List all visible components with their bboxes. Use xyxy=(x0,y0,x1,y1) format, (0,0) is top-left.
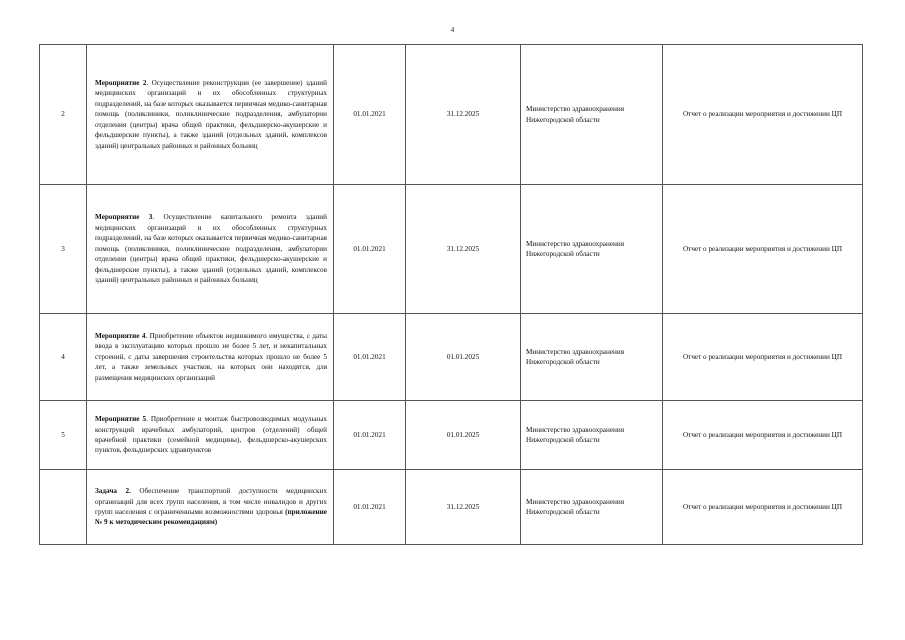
end-date: 31.12.2025 xyxy=(406,185,521,314)
responsible-org: Министерство здравоохранения Нижегородской области xyxy=(521,314,663,401)
task-title: Задача 2. xyxy=(95,487,131,496)
table-row xyxy=(40,470,863,545)
measure-description xyxy=(87,45,334,185)
end-date: 01.01.2025 xyxy=(406,314,521,401)
table-row xyxy=(40,45,863,185)
measure-description xyxy=(87,185,334,314)
measure-text: . Осуществление реконструкции (ее завершение) зданий медицинских организаций и их обособленных структурных подразделений, на базе которых оказывается первичная медико-санитарная помощь (поликлиники, поликлинические подразделения, амбулатории отделения (центры) врача общей практики, фельдшерско-акушерские и фельдшерские пункты), а также зданий (отдельных зданий, комплексов зданий) центральных районных и районных больниц xyxy=(95,78,327,150)
measure-description xyxy=(87,401,334,470)
end-date: 31.12.2025 xyxy=(406,470,521,545)
start-date: 01.01.2021 xyxy=(334,185,406,314)
measure-text: . Приобретение и монтаж быстровозводимых модульных конструкций врачебных амбулаторий, центров (отделений) общей врачебной практики (семейной медицины), фельдшерско-акушерских пунктов, фельдшерских здравпунктов xyxy=(95,415,327,455)
table-row xyxy=(40,314,863,401)
report-type: Отчет о реализации мероприятия и достижении ЦП xyxy=(663,401,863,470)
table-row xyxy=(40,401,863,470)
row-number xyxy=(40,470,87,545)
start-date: 01.01.2021 xyxy=(334,470,406,545)
measure-title: Мероприятие 5 xyxy=(95,415,147,424)
row-number: 2 xyxy=(40,45,87,185)
responsible-org: Министерство здравоохранения Нижегородской области xyxy=(521,470,663,545)
measure-description xyxy=(87,314,334,401)
measure-title: Мероприятие 3 xyxy=(95,213,153,222)
task-text: Обеспечение транспортной доступности медицинских организаций для всех групп населения, в том числе инвалидов и других групп населения с ограниченными возможностями здоровья xyxy=(95,487,327,516)
report-type: Отчет о реализации мероприятия и достижении ЦП xyxy=(663,185,863,314)
task-description xyxy=(87,470,334,545)
start-date: 01.01.2021 xyxy=(334,314,406,401)
end-date: 01.01.2025 xyxy=(406,401,521,470)
report-type: Отчет о реализации мероприятия и достижении ЦП xyxy=(663,470,863,545)
report-type: Отчет о реализации мероприятия и достижении ЦП xyxy=(663,45,863,185)
measure-title: Мероприятие 4 xyxy=(95,331,146,340)
report-type: Отчет о реализации мероприятия и достижении ЦП xyxy=(663,314,863,401)
responsible-org: Министерство здравоохранения Нижегородской области xyxy=(521,185,663,314)
measures-table xyxy=(39,44,863,545)
row-number: 3 xyxy=(40,185,87,314)
measure-text: . Осуществление капитального ремонта зданий медицинских организаций и их обособленных структурных подразделений, на базе которых оказывается первичная медико-санитарная помощь (поликлиники, поликлинические подразделения, амбулатории отделения (центры) врача общей практики, фельдшерско-акушерские и фельдшерские пункты), а также зданий (отдельных зданий, комплексов зданий) центральных районных и районных больниц xyxy=(95,213,327,285)
table-row xyxy=(40,185,863,314)
measure-text: . Приобретение объектов недвижимого имущества, с даты ввода в эксплуатацию которых прошло не более 5 лет, и некапитальных строений, с даты завершения строительства которых прошло не более 5 лет, а также земельных участков, на которых они находятся, для размещения медицинских организаций xyxy=(95,331,327,382)
row-number: 4 xyxy=(40,314,87,401)
start-date: 01.01.2021 xyxy=(334,401,406,470)
responsible-org: Министерство здравоохранения Нижегородской области xyxy=(521,45,663,185)
measure-title: Мероприятие 2 xyxy=(95,78,147,87)
responsible-org: Министерство здравоохранения Нижегородской области xyxy=(521,401,663,470)
page-number: 4 xyxy=(450,26,455,34)
task-appendix: (приложение № 9 к методическим рекомендациям) xyxy=(95,508,327,527)
end-date: 31.12.2025 xyxy=(406,45,521,185)
start-date: 01.01.2021 xyxy=(334,45,406,185)
row-number: 5 xyxy=(40,401,87,470)
